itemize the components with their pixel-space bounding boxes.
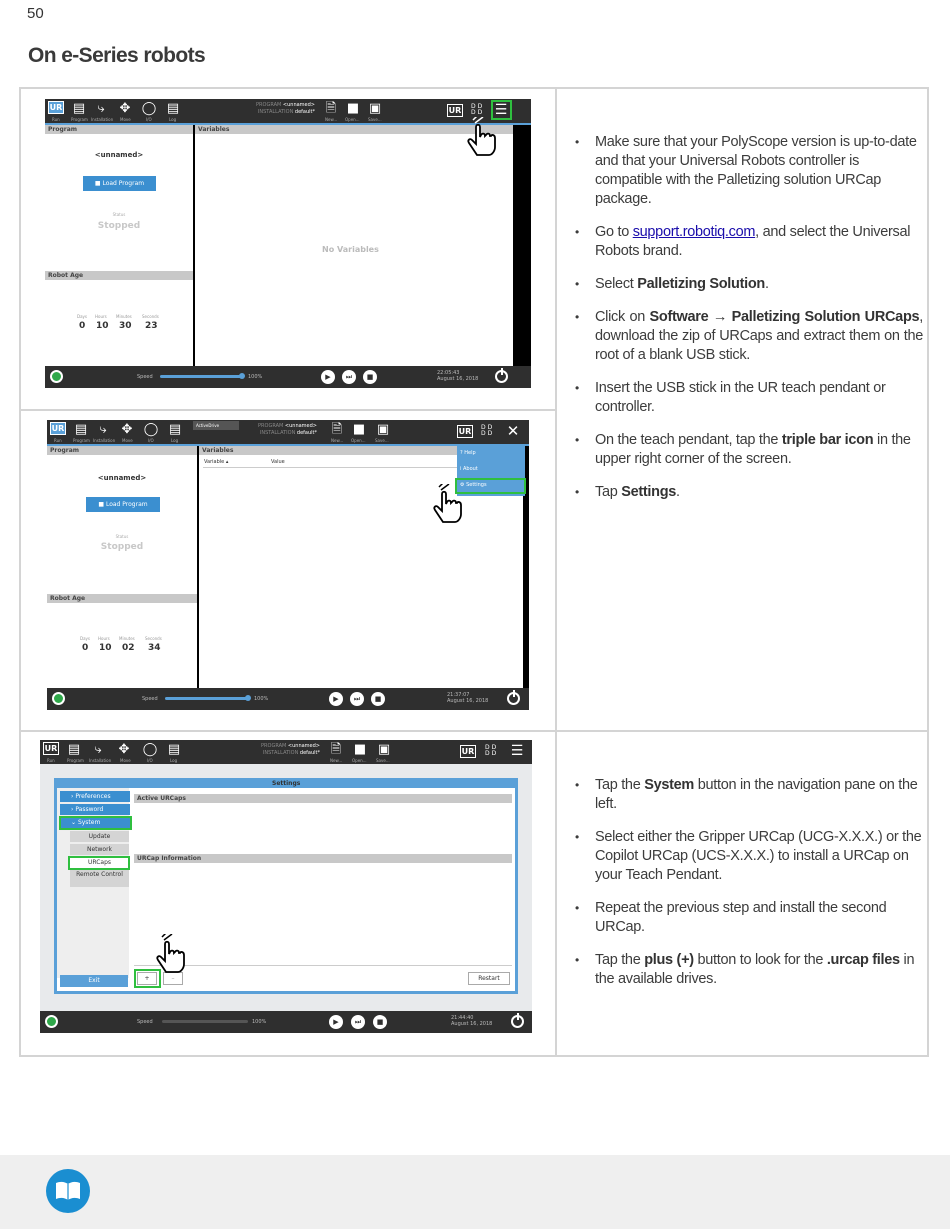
speed-slider-handle[interactable] <box>239 373 245 379</box>
menu-about[interactable]: i About <box>460 466 478 472</box>
speed-slider-handle[interactable] <box>245 695 251 701</box>
installation-value: default* <box>294 109 315 115</box>
open-folder-icon[interactable]: ■ <box>353 742 367 757</box>
new-file-icon[interactable]: 🗎 <box>325 101 337 116</box>
installation-value: default* <box>299 750 320 756</box>
save-icon[interactable]: ▣ <box>376 422 390 437</box>
program-panel <box>45 125 193 366</box>
step-tap-triple-bar <box>575 431 923 469</box>
log-icon[interactable]: ▤ <box>166 101 180 116</box>
speed-label: Speed <box>137 374 153 380</box>
step-download-urcaps-bold: Software → Palletizing Solution URCaps <box>649 309 920 325</box>
menu-help-label: Help <box>464 450 476 456</box>
status-label: Status <box>115 534 129 539</box>
settings-dialog <box>40 764 532 1012</box>
load-program-label: Load Program <box>105 501 148 508</box>
date-value: August 16, 2018 <box>447 698 489 704</box>
speed-value: 100% <box>254 696 269 702</box>
age-days-label: Days <box>80 636 90 641</box>
step-button[interactable]: ⏭ <box>351 1015 365 1029</box>
tab-move: Move <box>120 117 131 122</box>
hamburger-menu-icon[interactable]: ☰ <box>494 102 508 118</box>
step-download-urcaps <box>575 308 923 365</box>
installation-value: default* <box>296 430 317 436</box>
status-dots-icon: DD DD <box>485 744 499 757</box>
ur-run-icon[interactable]: UR <box>51 424 65 433</box>
age-hours-label: Hours <box>95 314 107 319</box>
speed-slider[interactable] <box>162 1020 248 1023</box>
new-file-icon[interactable]: 🗎 <box>330 742 342 757</box>
step-insert-usb-text: Insert the USB stick in the UR teach pendant or controller. <box>595 380 886 415</box>
top-toolbar <box>45 99 531 123</box>
speed-label: Speed <box>137 1019 153 1025</box>
installation-label: INSTALLATION <box>257 109 294 115</box>
step-tap-settings-pre: Tap <box>595 484 622 500</box>
step-tap-plus-pre: Tap the <box>595 952 645 968</box>
step-tap-settings-post: . <box>676 484 680 500</box>
age-hours-value: 10 <box>99 643 112 653</box>
program-value: <unnamed> <box>282 102 315 108</box>
step-tap-plus-mid: button to look for the <box>693 952 827 968</box>
time-value: 22:05:43 <box>437 370 460 376</box>
step-go-to-support <box>575 223 923 261</box>
age-days-label: Days <box>77 314 87 319</box>
tab-log: Log <box>170 758 178 763</box>
tab-installation: Installation <box>89 758 112 763</box>
installation-icon[interactable]: ⤷ <box>97 101 105 116</box>
instructions-list-top <box>575 133 923 516</box>
play-button[interactable]: ▶ <box>329 1015 343 1029</box>
nav-remote-control[interactable]: Remote Control <box>70 870 129 887</box>
screenshot-main-screen <box>45 99 531 388</box>
urcaps-highlight <box>68 856 130 870</box>
ur-run-icon[interactable]: UR <box>44 744 58 753</box>
program-label: PROGRAM <box>261 743 287 749</box>
io-icon[interactable]: ◯ <box>143 422 159 437</box>
log-icon[interactable]: ▤ <box>168 422 182 437</box>
step-check-version <box>575 133 923 209</box>
nav-password[interactable]: › Password <box>60 804 130 815</box>
menu-settings[interactable]: ⚙ Settings <box>460 482 487 488</box>
active-urcaps-header: Active URCaps <box>134 794 512 803</box>
menu-about-label: About <box>462 466 478 472</box>
step-tap-plus-bold2: .urcap files <box>826 952 900 968</box>
robot-age-header: Robot Age <box>45 271 193 280</box>
tab-program: Program <box>73 438 90 443</box>
program-info <box>247 423 317 437</box>
open-label: Open... <box>345 117 360 122</box>
speed-value: 100% <box>248 374 263 380</box>
status-dots-icon: DD DD <box>481 424 495 437</box>
age-minutes-value: 30 <box>119 321 132 331</box>
step-select-palletizing <box>575 275 923 294</box>
bottom-footer <box>47 688 529 710</box>
tab-io: I/O <box>147 758 153 763</box>
age-hours-label: Hours <box>98 636 110 641</box>
restart-button[interactable]: Restart <box>468 972 510 985</box>
robot-status-icon[interactable] <box>50 370 63 383</box>
instructions-cell-top <box>557 89 927 732</box>
date-value: August 16, 2018 <box>451 1021 493 1027</box>
step-tap-plus-post: in the available drives. <box>595 952 915 987</box>
settings-title: Settings <box>272 780 301 787</box>
program-icon[interactable]: ▤ <box>72 101 86 116</box>
variables-panel <box>195 125 513 366</box>
top-toolbar <box>40 740 532 764</box>
screenshot-cell-1 <box>21 89 557 411</box>
clock <box>447 692 488 704</box>
age-seconds-label: Seconds <box>142 314 159 319</box>
nav-system-label: System <box>77 819 101 826</box>
date-value: August 16, 2018 <box>437 376 479 382</box>
instructions-list-bottom <box>575 776 923 1003</box>
open-label: Open... <box>351 438 366 443</box>
step-tap-triple-bar-post: in the upper right corner of the screen. <box>595 432 911 467</box>
power-icon[interactable] <box>511 1015 524 1028</box>
save-label: Save... <box>368 117 382 122</box>
tap-hand-icon <box>429 484 469 526</box>
step-tap-triple-bar-bold: triple bar icon <box>781 432 874 448</box>
load-program-label: Load Program <box>102 180 145 187</box>
time-value: 21:37:07 <box>447 692 470 698</box>
program-label: PROGRAM <box>256 102 282 108</box>
new-label: New... <box>331 438 344 443</box>
step-tap-system-bold: System <box>644 777 694 793</box>
value-column-header: Value <box>271 459 285 465</box>
installation-label: INSTALLATION <box>259 430 296 436</box>
exit-button[interactable]: Exit <box>60 975 128 987</box>
robot-status-icon[interactable] <box>45 1015 58 1028</box>
hamburger-menu-icon[interactable]: ☰ <box>510 743 524 759</box>
move-icon[interactable]: ✥ <box>121 422 133 437</box>
save-label: Save... <box>376 758 390 763</box>
play-button[interactable]: ▶ <box>321 370 335 384</box>
step-tap-system <box>575 776 923 814</box>
step-tap-settings-bold: Settings <box>621 484 677 500</box>
book-icon <box>46 1169 90 1213</box>
save-label: Save... <box>375 438 389 443</box>
step-tap-settings <box>575 483 923 502</box>
new-label: New... <box>325 117 338 122</box>
age-minutes-label: Minutes <box>119 636 135 641</box>
step-tap-system-pre: Tap the <box>595 777 645 793</box>
remove-urcap-button[interactable]: – <box>163 972 183 985</box>
open-label: Open... <box>352 758 367 763</box>
io-icon[interactable]: ◯ <box>141 101 157 116</box>
age-days-value: 0 <box>82 643 89 653</box>
book-logo-icon <box>46 1169 90 1213</box>
tab-program: Program <box>67 758 84 763</box>
tab-io: I/O <box>148 438 154 443</box>
program-label: PROGRAM <box>258 423 284 429</box>
instruction-table <box>19 87 929 1057</box>
new-label: New... <box>330 758 343 763</box>
age-seconds-value: 34 <box>148 643 161 653</box>
screenshot-menu-open <box>47 420 529 710</box>
add-urcap-button[interactable]: + <box>137 972 157 985</box>
urcap-info-header: URCap Information <box>134 854 512 863</box>
power-icon[interactable] <box>507 692 520 705</box>
age-minutes-value: 02 <box>122 643 135 653</box>
screenshot-settings <box>40 740 532 1033</box>
open-folder-icon[interactable]: ■ <box>352 422 366 437</box>
step-button[interactable]: ⏭ <box>350 692 364 706</box>
step-repeat-text: Repeat the previous step and install the second URCap. <box>595 900 887 935</box>
tab-move: Move <box>120 758 131 763</box>
ur-run-icon[interactable]: UR <box>49 103 63 112</box>
variables-header: Variables <box>199 446 523 455</box>
bottom-footer <box>40 1011 532 1033</box>
top-toolbar <box>47 420 529 444</box>
tap-hand-icon <box>152 934 192 976</box>
stop-button[interactable]: ■ <box>371 692 385 706</box>
step-go-to-support-post: , and select the Universal Robots brand. <box>595 224 911 259</box>
stop-button[interactable]: ■ <box>373 1015 387 1029</box>
tab-installation: Installation <box>91 117 114 122</box>
installation-icon[interactable]: ⤷ <box>99 422 107 437</box>
log-icon[interactable]: ▤ <box>167 742 181 757</box>
page-footer <box>0 1155 950 1229</box>
variables-header: Variables <box>195 125 513 134</box>
nav-preferences-label: Preferences <box>75 793 111 800</box>
page-number: 50 <box>27 5 44 22</box>
program-info <box>245 102 315 116</box>
step-select-palletizing-post: . <box>764 276 769 292</box>
speed-value: 100% <box>252 1019 267 1025</box>
step-check-version-text: Make sure that your PolyScope version is up-to-date and that your Universal Robots controller is compatible with the Palletizing solution URCap package. <box>595 134 917 207</box>
program-icon[interactable]: ▤ <box>74 422 88 437</box>
tab-io: I/O <box>146 117 152 122</box>
status-label: Status <box>112 212 126 217</box>
speed-label: Speed <box>142 696 158 702</box>
tab-run: Run <box>52 117 60 122</box>
robot-status-icon[interactable] <box>52 692 65 705</box>
clock <box>437 370 478 382</box>
robot-age-header: Robot Age <box>47 594 197 603</box>
step-tap-plus <box>575 951 923 989</box>
program-name: <unnamed> <box>94 151 144 159</box>
age-seconds-value: 23 <box>145 321 158 331</box>
save-icon[interactable]: ▣ <box>368 101 382 116</box>
active-drive-tab[interactable] <box>193 421 239 430</box>
status-value: Stopped <box>97 221 141 231</box>
load-program-button[interactable]: ■ Load Program <box>83 176 156 191</box>
support-link[interactable]: support.robotiq.com <box>632 224 756 240</box>
step-tap-system-post: button in the navigation pane on the left. <box>595 777 918 812</box>
variable-column-label: Variable <box>204 459 225 465</box>
program-value: <unnamed> <box>284 423 317 429</box>
tab-run: Run <box>54 438 62 443</box>
nav-preferences[interactable]: › Preferences <box>60 791 130 802</box>
load-program-button[interactable]: ■ Load Program <box>86 497 160 512</box>
new-file-icon[interactable]: 🗎 <box>331 422 343 437</box>
stop-button[interactable]: ■ <box>363 370 377 384</box>
age-days-value: 0 <box>79 321 86 331</box>
speed-slider[interactable] <box>160 375 243 378</box>
ur-logo: UR <box>461 747 475 756</box>
installation-label: INSTALLATION <box>262 750 299 756</box>
ur-logo: UR <box>458 427 472 436</box>
step-select-palletizing-pre: Select <box>595 276 638 292</box>
power-icon[interactable] <box>495 370 508 383</box>
nav-network[interactable]: Network <box>70 844 129 855</box>
open-folder-icon[interactable]: ■ <box>346 101 360 116</box>
screenshot-cell-3 <box>21 732 557 1055</box>
menu-settings-label: Settings <box>466 482 487 488</box>
step-download-urcaps-post: , download the zip of URCaps and extract them on the root of a blank USB stick. <box>595 309 924 363</box>
program-info <box>250 743 320 757</box>
program-panel <box>47 446 197 688</box>
move-icon[interactable]: ✥ <box>118 742 130 757</box>
nav-system[interactable]: ⌄ System <box>60 817 130 828</box>
status-dots-icon: DD DD <box>471 103 485 116</box>
program-header: Program <box>45 125 193 134</box>
io-icon[interactable]: ◯ <box>142 742 158 757</box>
status-value: Stopped <box>100 542 144 552</box>
step-tap-plus-bold: plus (+) <box>644 952 694 968</box>
program-value: <unnamed> <box>287 743 320 749</box>
tab-move: Move <box>122 438 133 443</box>
age-seconds-label: Seconds <box>145 636 162 641</box>
instructions-cell-bottom <box>557 732 927 1055</box>
tab-log: Log <box>169 117 177 122</box>
tab-run: Run <box>47 758 55 763</box>
ur-logo: UR <box>448 106 462 115</box>
step-select-urcap-text: Select either the Gripper URCap (UCG-X.X.X.) or the Copilot URCap (UCS-X.X.X.) to install a URCap on your Teach Pendant. <box>595 829 922 883</box>
step-download-urcaps-pre: Click on <box>595 309 650 325</box>
nav-password-label: Password <box>75 806 104 813</box>
screenshot-cell-2 <box>21 411 557 732</box>
close-icon[interactable]: ✕ <box>506 422 520 440</box>
nav-update[interactable]: Update <box>70 831 129 842</box>
section-title: On e-Series robots <box>28 44 206 67</box>
nav-urcaps[interactable]: URCaps <box>70 857 129 868</box>
clock <box>451 1015 492 1027</box>
step-select-urcap <box>575 828 923 885</box>
menu-help[interactable]: ? Help <box>460 450 476 456</box>
step-go-to-support-pre: Go to <box>595 224 633 240</box>
step-tap-triple-bar-pre: On the teach pendant, tap the <box>595 432 782 448</box>
tab-program: Program <box>71 117 88 122</box>
tab-log: Log <box>171 438 179 443</box>
age-minutes-label: Minutes <box>116 314 132 319</box>
move-icon[interactable]: ✥ <box>119 101 131 116</box>
system-highlight <box>59 816 132 830</box>
step-button[interactable]: ⏭ <box>342 370 356 384</box>
installation-icon[interactable]: ⤷ <box>94 742 102 757</box>
speed-slider[interactable] <box>165 697 248 700</box>
active-drive-label: ActiveDrive <box>196 423 220 428</box>
no-variables-text: No Variables <box>322 245 379 254</box>
bottom-footer <box>45 366 531 388</box>
program-header: Program <box>47 446 197 455</box>
step-repeat <box>575 899 923 937</box>
play-button[interactable]: ▶ <box>329 692 343 706</box>
program-name: <unnamed> <box>97 474 147 482</box>
time-value: 21:44:40 <box>451 1015 474 1021</box>
tab-installation: Installation <box>93 438 116 443</box>
step-select-palletizing-bold: Palletizing Solution <box>637 276 765 292</box>
tap-hand-icon <box>463 117 503 159</box>
variable-column-header: Variable ▴ <box>204 459 229 465</box>
save-icon[interactable]: ▣ <box>377 742 391 757</box>
step-insert-usb <box>575 379 923 417</box>
program-icon[interactable]: ▤ <box>67 742 81 757</box>
age-hours-value: 10 <box>96 321 109 331</box>
